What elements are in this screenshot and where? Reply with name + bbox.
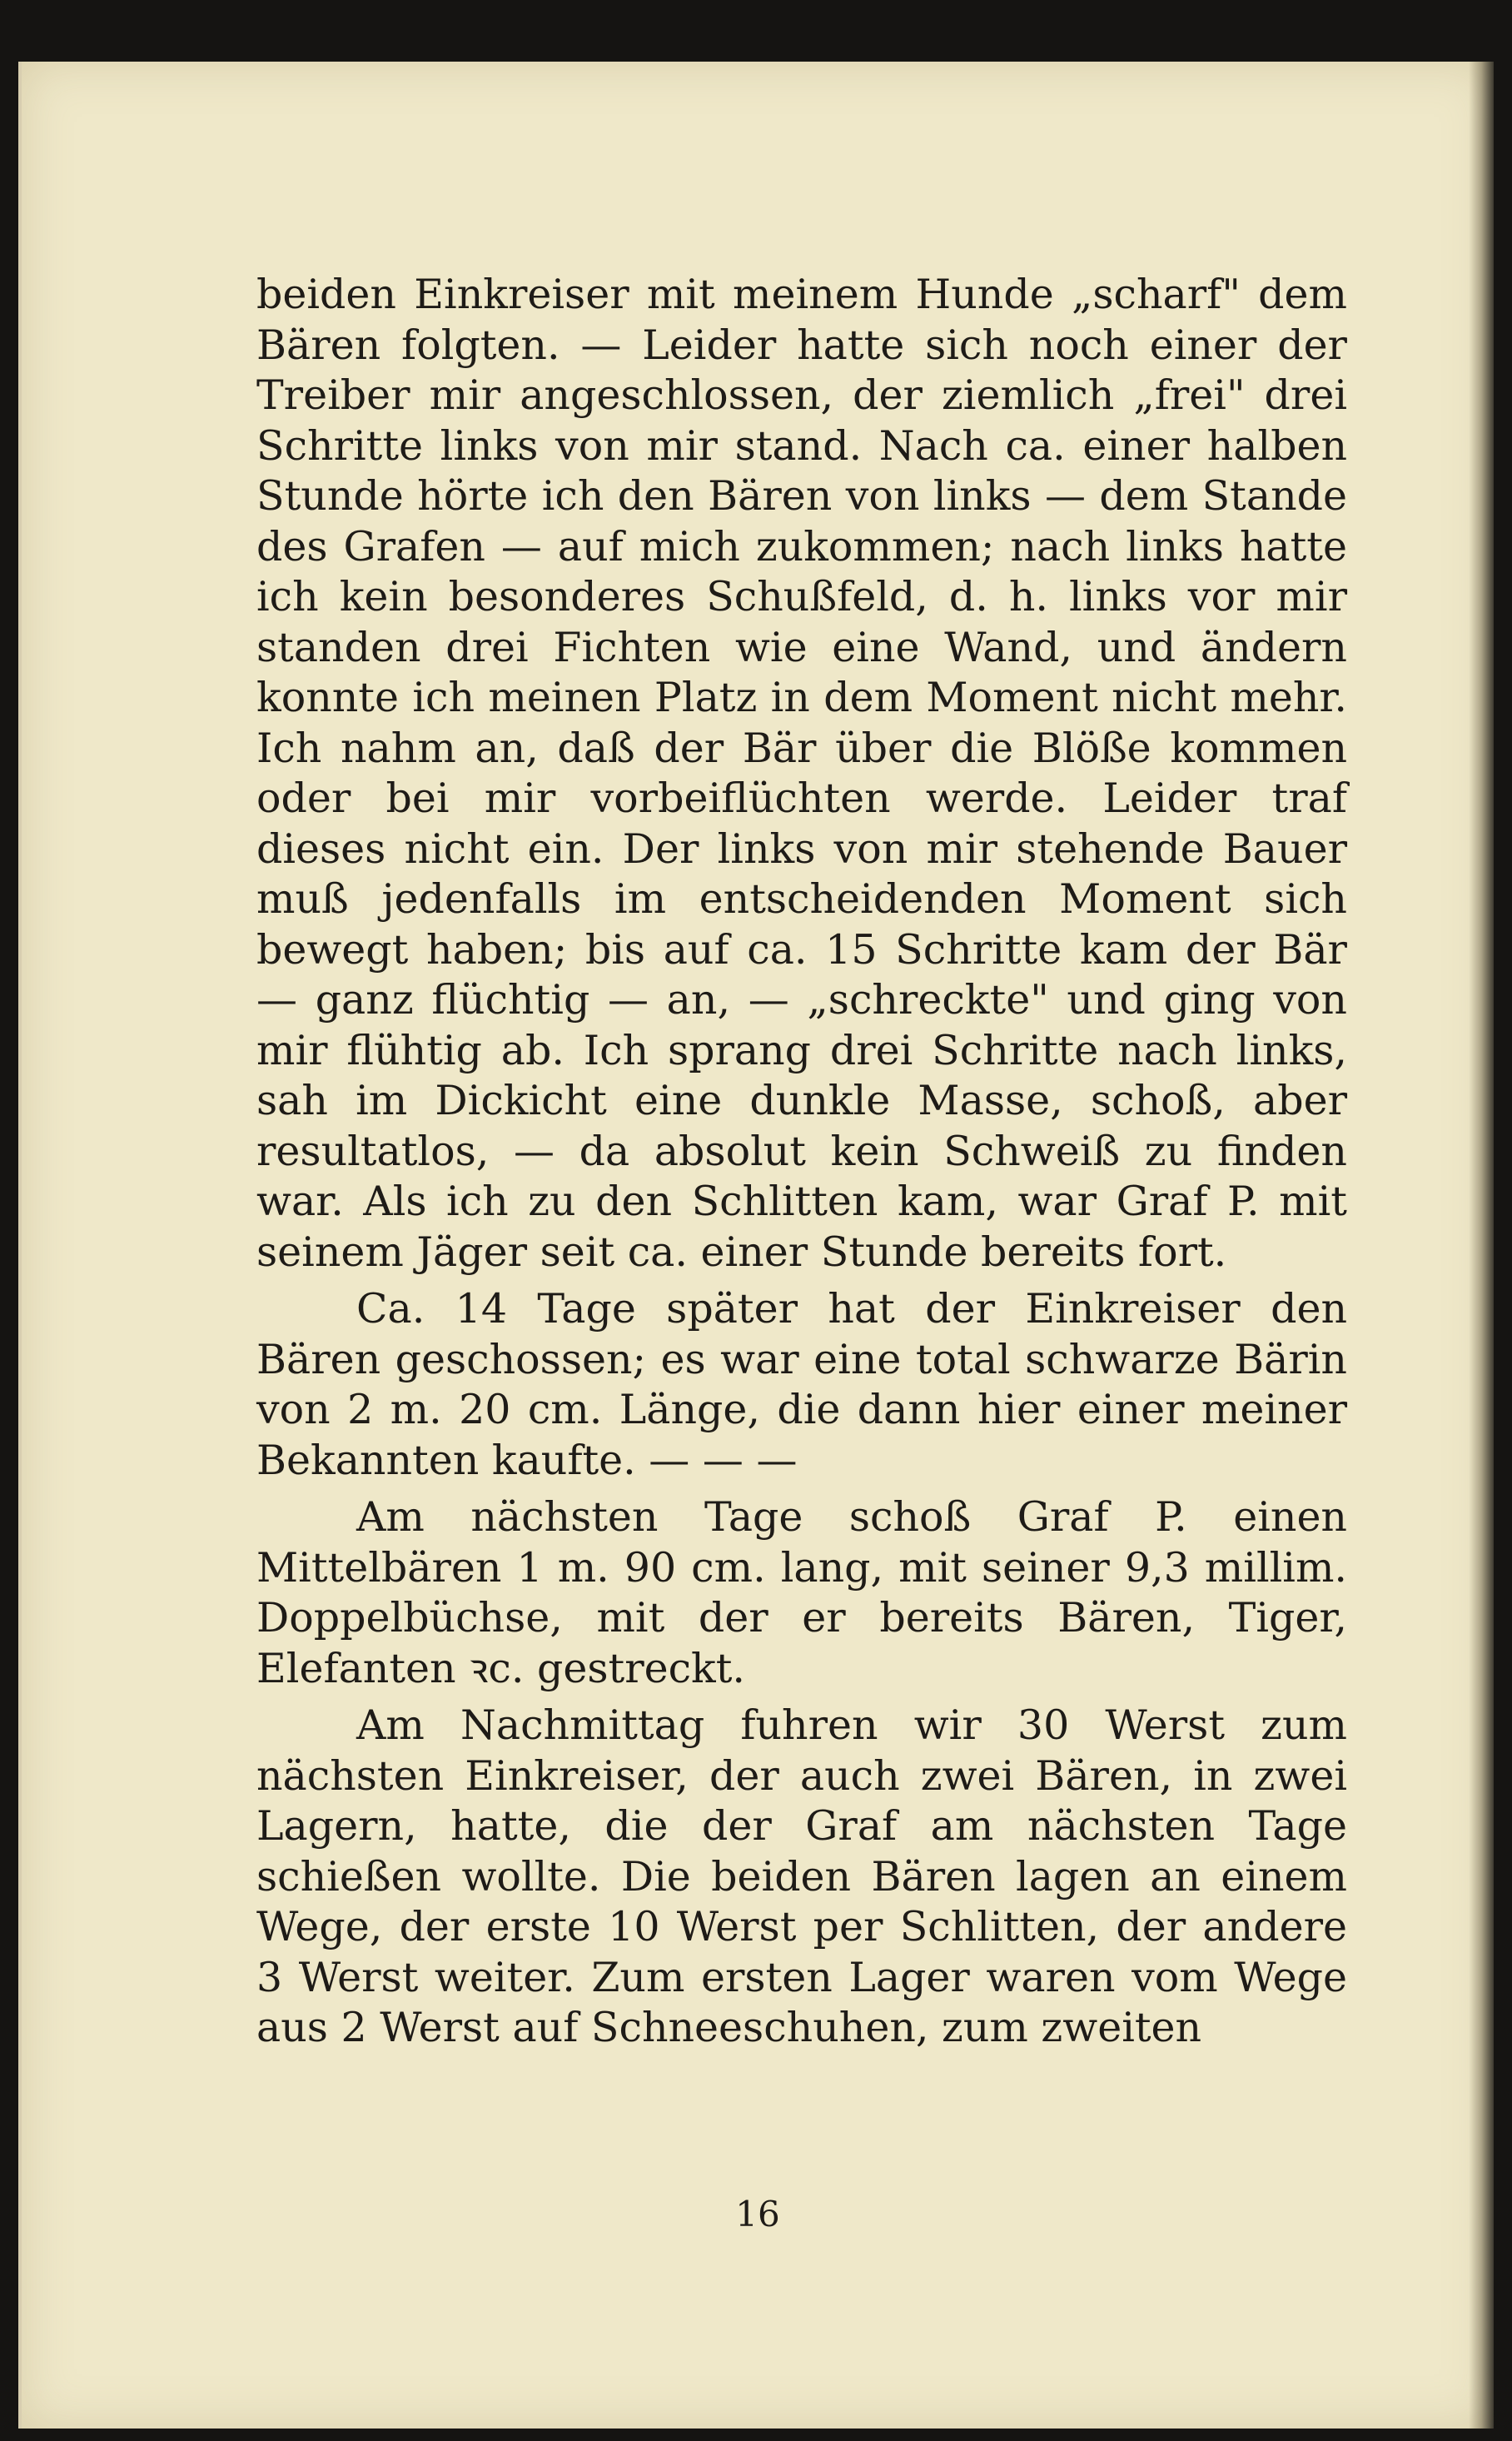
paragraph-3: Am nächsten Tage schoß Graf P. einen Mittelbären 1 m. 90 cm. lang, mit seiner 9,3 millim. Doppelbüchse, mit der er bereits Bären, Tiger, Elefanten ꝛc. gestreckt. [256, 1493, 1347, 1692]
book-page [18, 62, 1494, 2429]
body-text [256, 270, 1347, 2054]
page-number: 16 [735, 2194, 780, 2234]
page-edge-shadow [1469, 62, 1494, 2429]
paragraph-2: Ca. 14 Tage später hat der Einkreiser den Bären geschossen; es war eine total schwarze Bärin von 2 m. 20 cm. Länge, die dann hier einer meiner Bekannten kaufte. — — — [256, 1285, 1347, 1484]
paragraph-1: beiden Einkreiser mit meinem Hunde „scharf" dem Bären folgten. — Leider hatte sich noch einer der Treiber mir angeschlossen, der ziemlich „frei" drei Schritte links von mir stand. Nach ca. einer halben Stunde hörte ich den Bären von links — dem Stande des Grafen — auf mich zukommen; nach links hatte ich kein besonderes Schußfeld, d. h. links vor mir standen drei Fichten wie eine Wand, und ändern konnte ich meinen Platz in dem Moment nicht mehr. Ich nahm an, daß der Bär über die Blöße kommen oder bei mir vorbeiflüchten werde. Leider traf dieses nicht ein. Der links von mir stehende Bauer muß jedenfalls im entscheidenden Moment sich bewegt haben; bis auf ca. 15 Schritte kam der Bär — ganz flüchtig — an, — „schreckte" und ging von mir flühtig ab. Ich sprang drei Schritte nach links, sah im Dickicht eine dunkle Masse, schoß, aber resultatlos, — da absolut kein Schweiß zu finden war. Als ich zu den Schlitten kam, war Graf P. mit seinem Jäger seit ca. einer Stunde bereits fort. [256, 271, 1347, 1276]
paragraph-4: Am Nachmittag fuhren wir 30 Werst zum nächsten Einkreiser, der auch zwei Bären, in zwei Lagern, hatte, die der Graf am nächsten Tage schießen wollte. Die beiden Bären lagen an einem Wege, der erste 10 Werst per Schlitten, der andere 3 Werst weiter. Zum ersten Lager waren vom Wege aus 2 Werst auf Schneeschuhen, zum zweiten [256, 1701, 1347, 2051]
